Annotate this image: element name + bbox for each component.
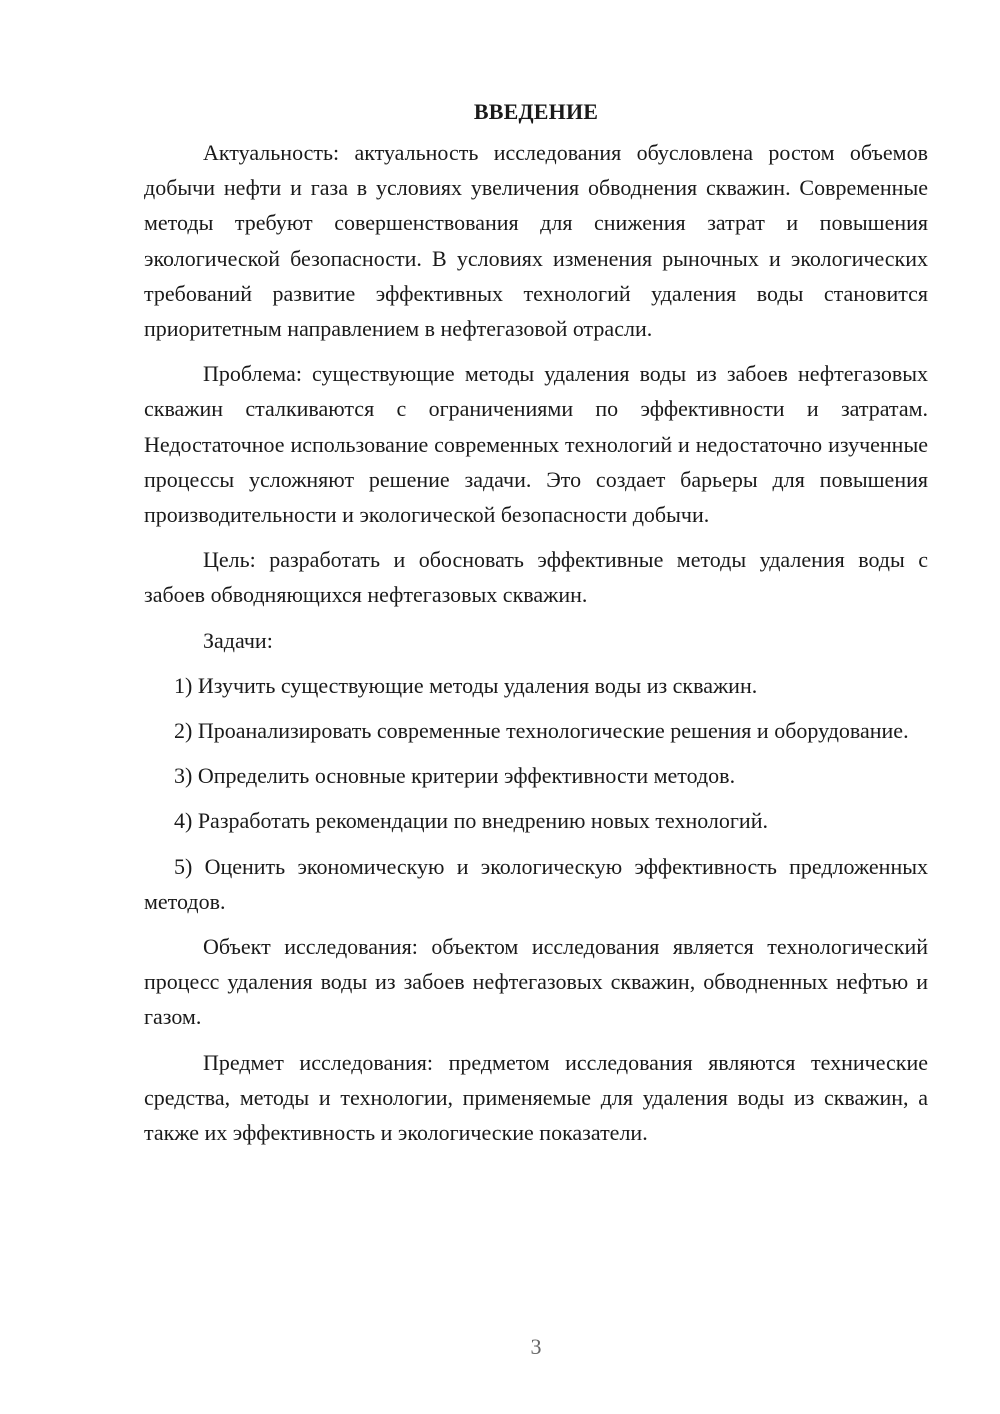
task-item-4: 4) Разработать рекомендации по внедрению новых технологий. [174, 808, 768, 834]
paragraph-goal: Цель: разработать и обосновать эффективные методы удаления воды с забоев обводняющихся нефтегазовых скважин. [144, 547, 928, 608]
page-title: ВВЕДЕНИЕ [473, 99, 599, 124]
paragraph-problem: Проблема: существующие методы удаления воды из забоев нефтегазовых скважин сталкиваются с ограничениями по эффективности и затратам. Недостаточное использование современных технологий и недостаточно изученные процессы усложняют решение задачи. Это создает барьеры для повышения производительности и экологической безопасности добычи. [144, 361, 928, 528]
task-item-2: 2) Проанализировать современные технологические решения и оборудование. [174, 718, 909, 744]
paragraph-tasks-heading: Задачи: [203, 627, 273, 653]
paragraph-relevance: Актуальность: актуальность исследования обусловлена ростом объемов добычи нефти и газа в условиях увеличения обводнения скважин. Современные методы требуют совершенствования для снижения затрат и повышения экологической безопасности. В условиях изменения рыночных и экологических требований развитие эффективных технологий удаления воды становится приоритетным направлением в нефтегазовой отрасли. [144, 140, 928, 342]
task-item-5: 5) Оценить экономическую и экологическую эффективность предложенных методов. [144, 853, 928, 914]
page-number: 3 [530, 1334, 542, 1359]
paragraph-subject: Предмет исследования: предметом исследования являются технические средства, методы и технологии, применяемые для удаления воды из скважин, а также их эффективность и экологические показатели. [144, 1049, 928, 1146]
task-item-3: 3) Определить основные критерии эффективности методов. [174, 763, 736, 789]
document-page [144, 94, 928, 1160]
paragraph-object: Объект исследования: объектом исследования является технологический процесс удаления воды из забоев нефтегазовых скважин, обводненных нефтью и газом. [144, 934, 928, 1030]
task-item-1: 1) Изучить существующие методы удаления воды из скважин. [174, 672, 758, 698]
